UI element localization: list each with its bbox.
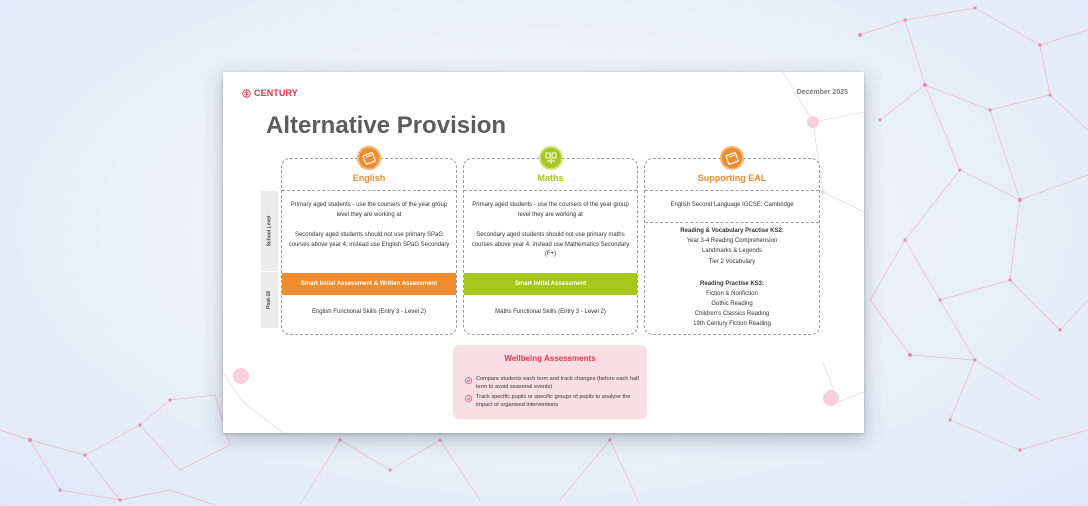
side-label-post16-text: Post-16 bbox=[266, 290, 273, 310]
wellbeing-item bbox=[465, 393, 639, 409]
english-assessment-bar: Smart Initial Assessment & Written Assessment bbox=[282, 273, 456, 295]
eal-ks3-item: Children's Classics Reading bbox=[694, 311, 770, 317]
english-post16-text: English Functional Skills (Entry 3 - Level 2) bbox=[311, 309, 427, 315]
slide-title: Alternative Provision bbox=[266, 112, 507, 139]
maths-heading: Maths bbox=[537, 173, 564, 183]
eal-ks2-heading: Reading & Vocabulary Practise KS2: bbox=[680, 228, 784, 234]
side-label-school-level bbox=[261, 191, 278, 271]
eal-ks3-item: Fiction & Nonfiction bbox=[706, 291, 758, 297]
slide bbox=[223, 72, 864, 433]
eal-igcse-text: English Second Language IGCSE: Cambridge bbox=[670, 202, 794, 208]
logo-text: CENTURY bbox=[254, 88, 298, 98]
eal-ks2-item: Landmarks & Legends bbox=[701, 248, 763, 254]
eal-ks2-item: Year 3-4 Reading Comprehension bbox=[686, 238, 778, 244]
brain-icon bbox=[242, 89, 251, 98]
maths-divider bbox=[464, 190, 637, 191]
slide-date: December 2025 bbox=[796, 89, 848, 96]
side-label-post16 bbox=[261, 272, 278, 328]
maths-secondary-text: Secondary aged students should not use primary maths courses above year 4, instead use Mathematics Secondary (F+) bbox=[471, 232, 630, 258]
wellbeing-item-text: Track specific pupils or specific groups of pupils to analyse the impact of organised interventions bbox=[476, 394, 631, 408]
eal-ks3-item: Gothic Reading bbox=[711, 301, 753, 307]
book-icon bbox=[357, 146, 381, 170]
eal-ks2-item: Tier 2 Vocabulary bbox=[708, 259, 756, 265]
maths-primary-text: Primary aged students - use the course/s of the year group level they are working at bbox=[472, 202, 629, 218]
book-icon bbox=[720, 146, 744, 170]
english-heading: English bbox=[352, 173, 386, 183]
eal-heading: Supporting EAL bbox=[697, 173, 767, 183]
maths-column bbox=[463, 158, 638, 335]
english-divider bbox=[282, 190, 456, 191]
wellbeing-box bbox=[453, 345, 647, 419]
eal-divider bbox=[645, 190, 819, 191]
wellbeing-item-text: Compare students each term and track changes (before each half term to avoid seasonal events) bbox=[476, 376, 639, 390]
eal-divider-2 bbox=[645, 222, 819, 223]
side-label-school-level-text: School Level bbox=[266, 215, 273, 247]
eal-ks3-item: 19th Century Fiction Reading bbox=[693, 321, 771, 327]
calculator-icon bbox=[539, 146, 563, 170]
english-secondary-text: Secondary aged students should not use primary SPaG courses above year 4, instead use English SPaG Secondary bbox=[288, 232, 450, 248]
check-circle-icon bbox=[465, 377, 472, 384]
maths-post16-text: Maths Functional Skills (Entry 3 - Level 2) bbox=[495, 309, 606, 315]
wellbeing-item bbox=[465, 375, 639, 391]
wellbeing-title: Wellbeing Assessments bbox=[504, 354, 596, 363]
maths-assessment-bar: Smart Initial Assessment bbox=[464, 273, 637, 295]
eal-column bbox=[644, 158, 820, 335]
english-primary-text: Primary aged students - use the course/s of the year group level they are working at bbox=[290, 202, 448, 218]
check-circle-icon bbox=[465, 395, 472, 402]
eal-ks3-heading: Reading Practise KS3: bbox=[699, 281, 765, 287]
english-column bbox=[281, 158, 457, 335]
century-logo bbox=[242, 88, 298, 98]
